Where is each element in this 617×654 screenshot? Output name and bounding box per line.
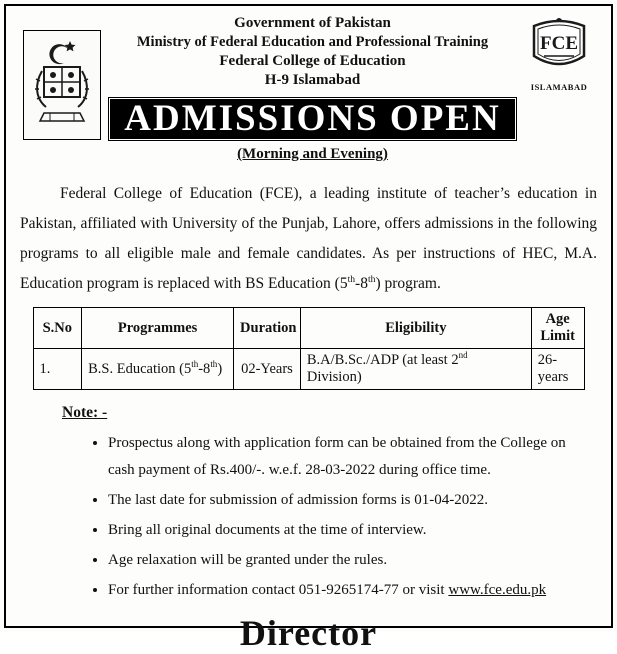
note-item-prospectus: • Prospectus along with application form can be obtained from the College on cash payment of Rs.400/-. w.e.f. 28-03-2022 during office time. [108, 430, 587, 484]
note-item-contact [108, 577, 587, 604]
cell-sno: 1. [33, 349, 82, 390]
programs-table [33, 307, 585, 390]
table-row [33, 349, 584, 390]
note-item-age-relaxation: • Age relaxation will be granted under the rules. [108, 547, 587, 574]
svg-text:FCE: FCE [540, 33, 578, 54]
cell-eligibility: B.A/B.Sc./ADP (at least 2nd Division) [300, 349, 531, 390]
location-line: H-9 Islamabad [264, 72, 361, 88]
emblem-column [16, 14, 108, 140]
notes-list [80, 430, 587, 604]
logo-caption: ISLAMABAD [530, 82, 588, 92]
ministry-line: Ministry of Federal Education and Professional Training [136, 34, 489, 50]
morning-evening-note: (Morning and Evening) [237, 146, 388, 162]
note-item-last-date: • The last date for submission of admission forms is 01-04-2022. [108, 487, 587, 514]
logo-column [517, 14, 601, 92]
col-header-duration: Duration [234, 308, 301, 349]
college-line: Federal College of Education [219, 53, 406, 69]
cell-duration: 02-Years [234, 349, 301, 390]
col-header-programmes: Programmes [82, 308, 234, 349]
signature-director: Director [239, 613, 378, 653]
contact-text: For further information contact 051-9265174-77 or visit [108, 582, 449, 598]
header [16, 14, 601, 163]
col-header-age-limit: Age Limit [531, 308, 584, 349]
cell-age-limit: 26-years [531, 349, 584, 390]
page-border-frame [4, 4, 613, 653]
website-link[interactable]: www.fce.edu.pk [448, 582, 547, 598]
note-title: Note: - [62, 404, 108, 421]
header-text-block [108, 14, 517, 163]
col-header-eligibility: Eligibility [300, 308, 531, 349]
table-header-row [33, 308, 584, 349]
fce-logo-icon [528, 18, 590, 76]
note-item-documents: • Bring all original documents at the time of interview. [108, 517, 587, 544]
pakistan-emblem-icon [23, 30, 101, 140]
col-header-sno: S.No [33, 308, 82, 349]
admissions-open-banner: ADMISSIONS OPEN [108, 97, 517, 141]
intro-paragraph: Federal College of Education (FCE), a leading institute of teacher’s education in Pakistan, affiliated with University of the Punjab, Lahore, offers admissions in the following programs to all eligible male and female candidates. As per instructions of HEC, M.A. Education program is replaced with BS Education (5th-8th) program. [20, 185, 597, 292]
cell-programme: B.S. Education (5th-8th) [82, 349, 234, 390]
government-line: Government of Pakistan [234, 15, 391, 31]
